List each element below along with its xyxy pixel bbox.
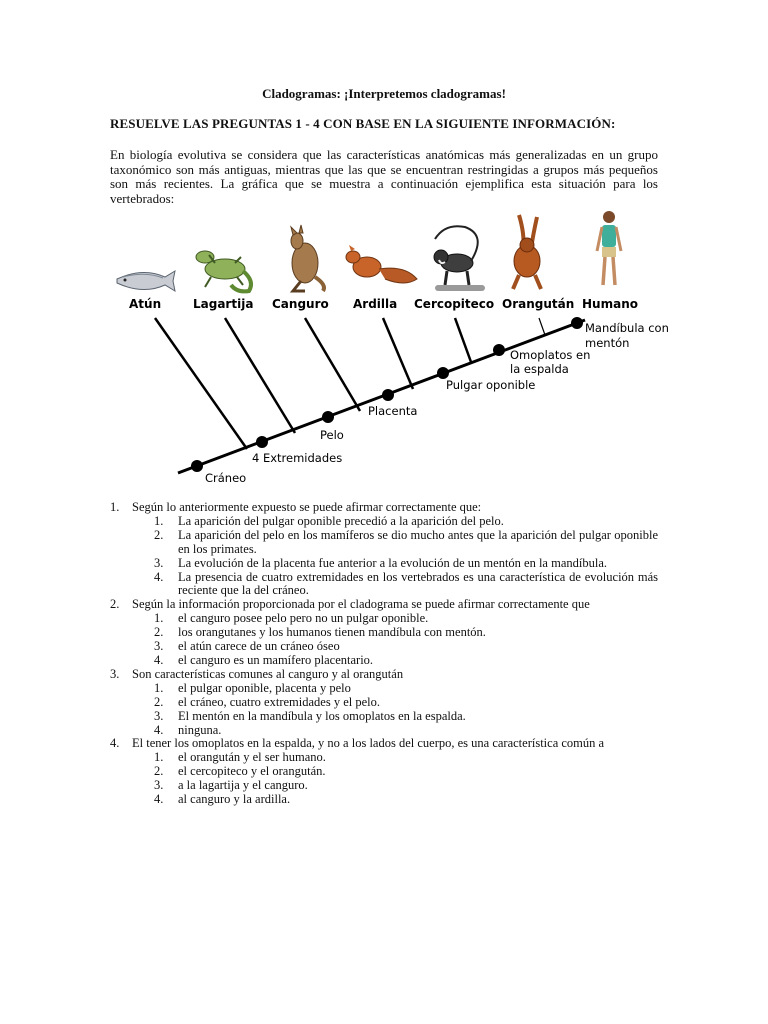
trait-label-craneo: Cráneo [205, 471, 247, 485]
orangutan-icon [513, 215, 541, 289]
question-1 [110, 501, 658, 515]
tuna-icon [117, 271, 175, 291]
option-number: 2. [154, 625, 164, 640]
option-number: 4. [154, 792, 164, 807]
node-mandibula [571, 317, 583, 329]
option-item [110, 710, 658, 724]
option-item [110, 793, 658, 807]
trait-label-omoplatos-1: Omoplatos en [510, 348, 591, 362]
option-text: La presencia de cuatro extremidades en los vertebrados es una característica de evolución más reciente que la del cráneo. [178, 569, 658, 598]
question-4 [110, 737, 658, 751]
cercopithecus-icon [434, 226, 485, 291]
branch-cercopiteco [455, 318, 471, 362]
option-number: 4. [154, 722, 164, 737]
taxon-label-atun: Atún [129, 297, 162, 311]
option-text: el atún carece de un cráneo óseo [178, 639, 340, 654]
option-text: el orangután y el ser humano. [178, 750, 326, 765]
option-number: 1. [154, 611, 164, 626]
trait-label-omoplatos-2: la espalda [510, 362, 569, 376]
taxon-label-canguro: Canguro [272, 297, 329, 311]
intro-paragraph: En biología evolutiva se considera que las características anatómicas más generalizadas en un grupo taxonómico son más antiguas, mientras que las que se encuentran restringidas a grupos más pequeños son más recientes. La gráfica que se muestra a continuación ejemplifica esta situación para los vertebrados: [110, 147, 658, 206]
option-number: 1. [154, 680, 164, 695]
option-number: 4. [154, 569, 164, 584]
option-number: 4. [154, 652, 164, 667]
option-text: al canguro y la ardilla. [178, 792, 291, 807]
option-number: 3. [154, 708, 164, 723]
option-item [110, 779, 658, 793]
trait-label-pulgar: Pulgar oponible [446, 378, 536, 392]
question-text: Según lo anteriormente expuesto se puede afirmar correctamente que: [132, 500, 482, 514]
taxon-label-humano: Humano [582, 297, 638, 311]
option-item [110, 640, 658, 654]
option-item [110, 571, 658, 599]
option-text: La evolución de la placenta fue anterior a la evolución de un mentón en la mandíbula. [178, 555, 607, 570]
option-item [110, 682, 658, 696]
question-number: 4. [110, 736, 120, 751]
option-item [110, 529, 658, 557]
question-text: Son características comunes al canguro y al orangután [132, 666, 404, 681]
branch-ardilla [383, 318, 413, 389]
question-2 [110, 598, 658, 612]
question-text: El tener los omoplatos en la espalda, y no a los lados del cuerpo, es una característica común a [132, 736, 605, 751]
option-item [110, 515, 658, 529]
taxon-label-lagartija: Lagartija [193, 297, 254, 311]
option-number: 3. [154, 555, 164, 570]
option-text: ninguna. [178, 722, 222, 737]
cladogram-diagram [105, 205, 705, 490]
page-title: Cladogramas: ¡Interpretemos cladogramas! [262, 86, 506, 101]
option-text: el cráneo, cuatro extremidades y el pelo. [178, 694, 380, 709]
option-number: 3. [154, 778, 164, 793]
question-number: 1. [110, 500, 120, 514]
option-text: La aparición del pelo en los mamíferos se dio mucho antes que la aparición del pulgar oponible en los primates. [178, 527, 658, 556]
option-text: el cercopiteco y el orangután. [178, 764, 326, 779]
option-text: el canguro posee pelo pero no un pulgar oponible. [178, 611, 429, 626]
option-number: 1. [154, 513, 164, 528]
option-item [110, 626, 658, 640]
option-text: el pulgar oponible, placenta y pelo [178, 680, 351, 695]
branch-lagartija [225, 318, 295, 433]
trait-label-pelo: Pelo [320, 428, 344, 442]
question-list [110, 501, 658, 807]
trait-label-placenta: Placenta [368, 404, 418, 418]
taxon-label-orangutan: Orangután [502, 297, 575, 311]
option-text: a la lagartija y el canguro. [178, 778, 308, 793]
option-item [110, 765, 658, 779]
option-text: El mentón en la mandíbula y los omoplatos en la espalda. [178, 708, 466, 723]
question-3 [110, 668, 658, 682]
option-item [110, 751, 658, 765]
trait-label-mandibula-2: mentón [585, 336, 630, 350]
branch-atun [155, 318, 247, 449]
option-item [110, 724, 658, 738]
taxon-label-ardilla: Ardilla [353, 297, 398, 311]
branch-orangutan [539, 318, 545, 335]
human-icon [597, 211, 621, 285]
branch-canguro [305, 318, 360, 411]
instructions-heading: RESUELVE LAS PREGUNTAS 1 - 4 CON BASE EN LA SIGUIENTE INFORMACIÓN: [110, 116, 616, 131]
kangaroo-icon [291, 225, 324, 291]
squirrel-icon [346, 245, 417, 283]
option-number: 2. [154, 527, 164, 542]
option-text: La aparición del pulgar oponible precedió a la aparición del pelo. [178, 513, 504, 528]
question-text: Según la información proporcionada por el cladograma se puede afirmar correctamente que [132, 597, 590, 612]
option-item [110, 696, 658, 710]
option-text: el canguro es un mamífero placentario. [178, 652, 374, 667]
trait-label-mandibula-1: Mandíbula con [585, 321, 669, 335]
question-number: 3. [110, 666, 120, 681]
option-number: 3. [154, 639, 164, 654]
node-craneo [191, 460, 203, 472]
node-omoplatos [493, 344, 505, 356]
node-extremidades [256, 436, 268, 448]
option-number: 2. [154, 764, 164, 779]
lizard-icon [196, 251, 251, 291]
trait-label-extremidades: 4 Extremidades [252, 451, 343, 465]
question-number: 2. [110, 597, 120, 612]
node-pelo [322, 411, 334, 423]
option-number: 2. [154, 694, 164, 709]
option-item [110, 612, 658, 626]
option-text: los orangutanes y los humanos tienen mandíbula con mentón. [178, 625, 486, 640]
taxon-label-cercopiteco: Cercopiteco [414, 297, 495, 311]
node-placenta [382, 389, 394, 401]
option-number: 1. [154, 750, 164, 765]
option-item [110, 557, 658, 571]
option-item [110, 654, 658, 668]
